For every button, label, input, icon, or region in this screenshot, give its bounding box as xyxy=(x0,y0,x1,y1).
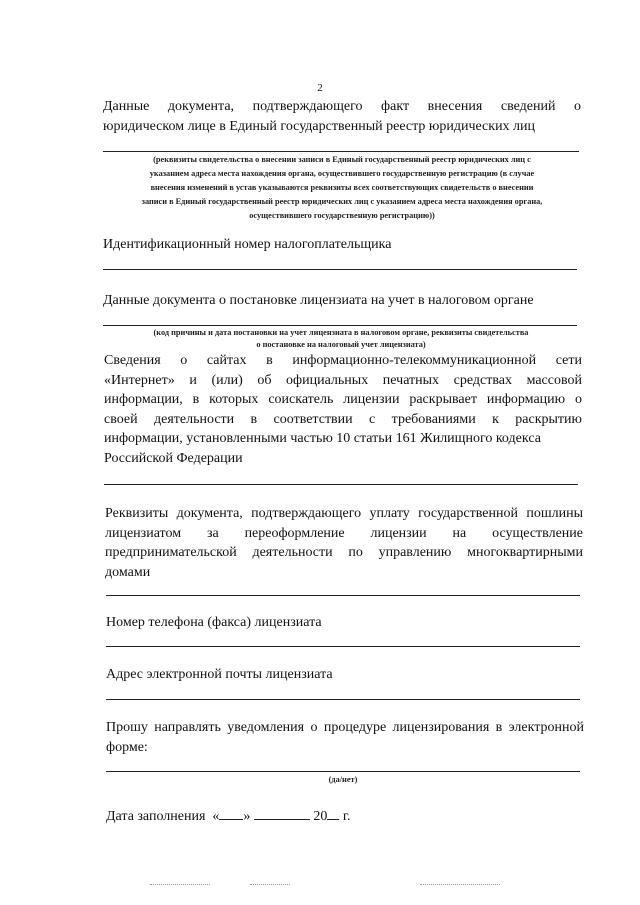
egrul-heading xyxy=(103,97,581,136)
egrul-note-line-1: (реквизиты свидетельства о внесении записи в Единый государственный реестр юридических лиц с xyxy=(153,155,531,164)
websites-line-1: Сведения о сайтах в информационно-телекоммуникационной сети xyxy=(104,353,582,368)
fill-date-year-prefix: 20 xyxy=(313,809,328,824)
websites-paragraph xyxy=(104,351,582,468)
egrul-note-line-4: записи в Единый государственный реестр юридических лиц с указанием адреса места нахождения органа, xyxy=(141,197,543,206)
scan-artifact-2 xyxy=(250,884,290,885)
egrul-note-line-5: осуществившего государственную регистрацию)) xyxy=(249,211,435,220)
phone-label: Номер телефона (факса) лицензиата xyxy=(106,615,322,630)
egrul-note xyxy=(103,153,581,223)
page-number: 2 xyxy=(317,82,323,94)
tax-note xyxy=(103,327,579,351)
fill-date-label: Дата заполнения xyxy=(106,809,206,824)
websites-field-line[interactable] xyxy=(104,484,578,485)
egrul-heading-line-2: юридическом лице в Единый государственный реестр юридических лиц xyxy=(103,118,536,134)
egrul-field-line[interactable] xyxy=(103,151,579,152)
scan-artifact-1 xyxy=(150,884,210,885)
inn-field-line[interactable] xyxy=(103,269,577,270)
fill-date-year-suffix: г. xyxy=(342,809,351,824)
egrul-heading-line-1: Данные документа, подтверждающего факт внесения сведений о xyxy=(103,99,581,114)
email-label: Адрес электронной почты лицензиата xyxy=(106,667,333,682)
close-quote: » xyxy=(243,809,251,824)
tax-label: Данные документа о постановке лицензиата на учет в налоговом органе xyxy=(103,293,534,308)
websites-line-5: информации, установленными частью 10 статьи 161 Жилищного кодекса xyxy=(104,431,541,446)
inn-label: Идентификационный номер налогоплательщика xyxy=(103,237,392,252)
notify-line-1: Прошу направлять уведомления о процедуре лицензирования в электронной xyxy=(106,720,584,735)
fee-field-line[interactable] xyxy=(106,595,580,596)
email-field-line[interactable] xyxy=(106,699,580,700)
fee-line-3: предпринимательской деятельности по управлению многоквартирными xyxy=(105,545,583,560)
scan-artifact-3 xyxy=(420,884,500,885)
tax-note-line-1: (код причины и дата постановки на учет лицензиата в налоговом органе, реквизиты свидетельства xyxy=(153,328,529,337)
notify-paragraph xyxy=(106,718,584,757)
websites-line-6: Российской Федерации xyxy=(104,450,243,466)
notify-note: (да/нет) xyxy=(328,775,358,784)
websites-line-4: своей деятельности в соответствии с требованиями к раскрытию xyxy=(104,411,582,427)
egrul-note-line-2: указанием адреса места нахождения органа, осуществившего государственную регистрацию (в случае xyxy=(149,169,535,178)
fill-date-year-field[interactable] xyxy=(327,806,339,820)
tax-note-line-2: о постановке на налоговый учет лицензиата) xyxy=(256,340,426,349)
notify-field-line[interactable] xyxy=(106,771,580,772)
fill-date-day-field[interactable] xyxy=(219,806,243,820)
fee-line-2: лицензиатом за переоформление лицензии на осуществление xyxy=(105,525,583,541)
open-quote: « xyxy=(212,809,220,824)
websites-line-3: информации, в которых соискатель лицензии раскрывает информацию о xyxy=(104,392,582,407)
tax-field-line[interactable] xyxy=(103,325,577,326)
fill-date-row xyxy=(106,806,351,826)
egrul-note-line-3: внесения изменений в устав указываются реквизиты всех соответствующих свидетельств о внесении xyxy=(150,183,534,192)
fee-paragraph xyxy=(105,504,583,582)
notify-line-2: форме: xyxy=(106,739,148,755)
phone-field-line[interactable] xyxy=(106,646,580,647)
websites-line-2: «Интернет» и (или) об официальных печатных средствах массовой xyxy=(104,372,582,388)
fee-line-1: Реквизиты документа, подтверждающего уплату государственной пошлины xyxy=(105,506,583,521)
fee-line-4: домами xyxy=(105,564,151,580)
fill-date-month-field[interactable] xyxy=(254,806,310,820)
